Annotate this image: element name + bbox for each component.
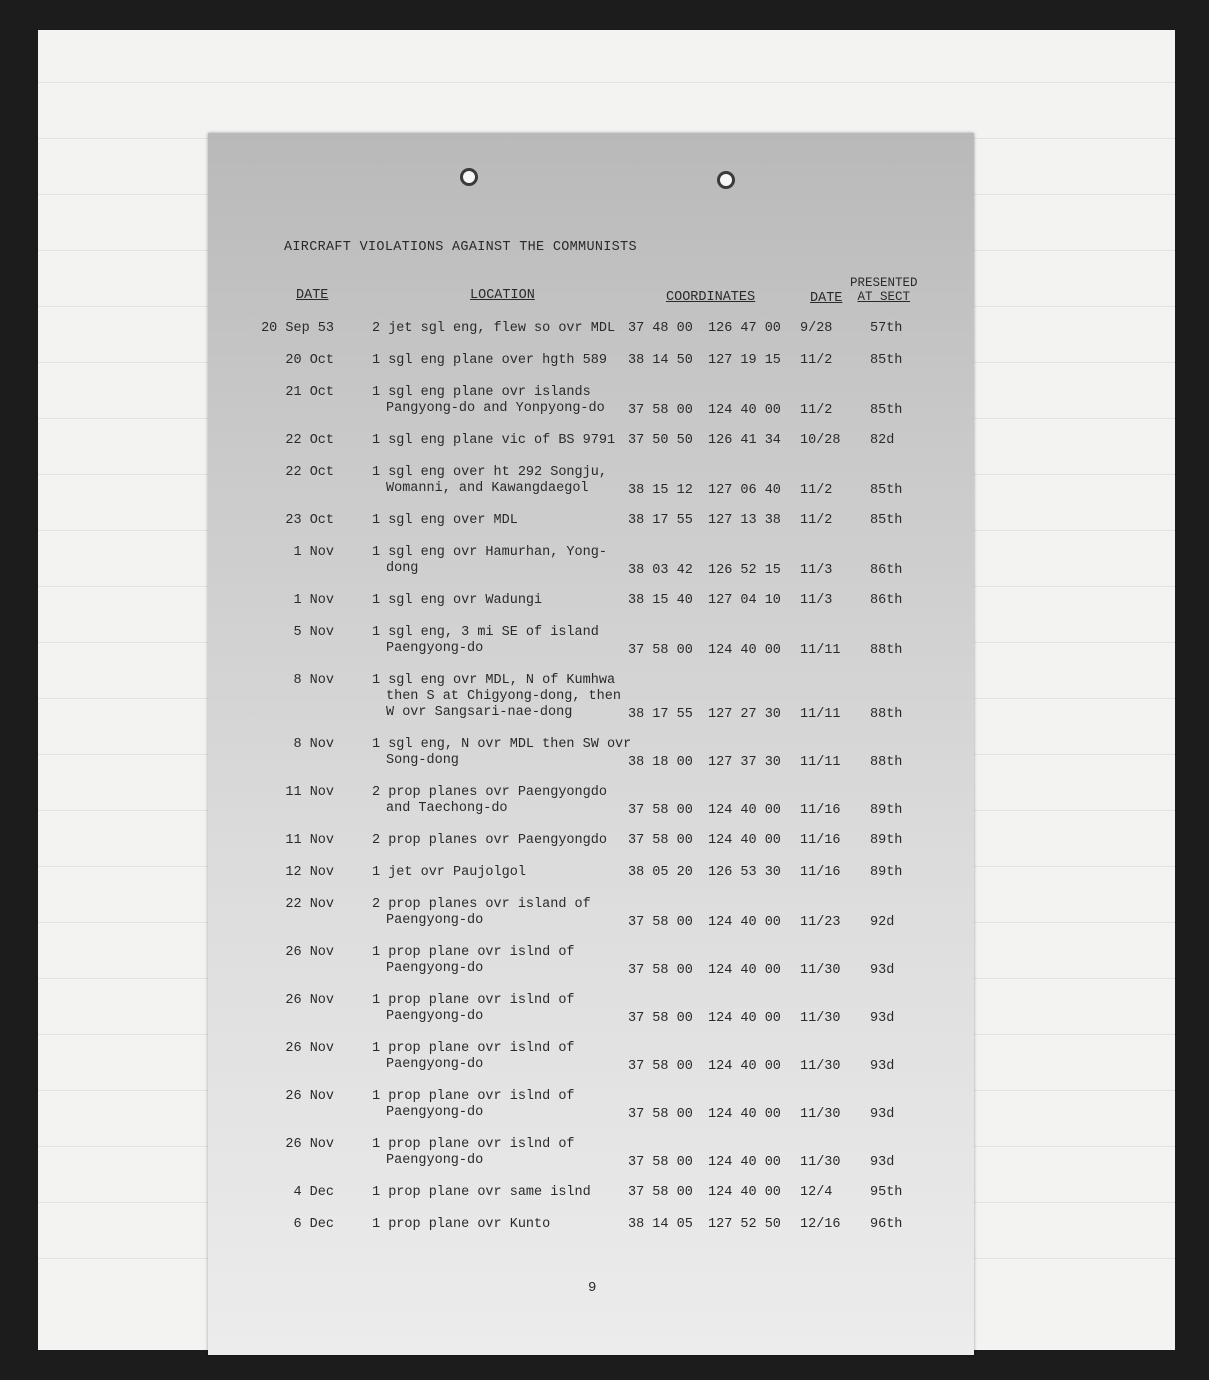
table-row xyxy=(208,1089,974,1121)
header-date-presented: DATE xyxy=(810,291,843,306)
table-row xyxy=(208,1185,974,1201)
row-date: 22 Oct xyxy=(285,433,334,448)
row-longitude: 124 40 00 xyxy=(708,1011,781,1026)
row-location-line: Pangyong-do and Yonpyong-do xyxy=(386,401,605,416)
row-longitude: 127 06 40 xyxy=(708,483,781,498)
row-presented-date: 12/16 xyxy=(800,1217,841,1232)
row-location xyxy=(372,433,642,449)
row-longitude: 126 41 34 xyxy=(708,433,781,448)
header-location: LOCATION xyxy=(470,288,535,303)
table-row xyxy=(208,945,974,977)
punch-hole xyxy=(460,168,478,186)
row-presented-sect: 93d xyxy=(870,1011,895,1026)
row-location-line: Song-dong xyxy=(386,753,459,768)
row-date: 22 Oct xyxy=(285,465,334,480)
row-presented-date: 11/2 xyxy=(800,513,833,528)
row-location-line: Paengyong-do xyxy=(386,1009,484,1024)
row-location xyxy=(372,993,642,1025)
row-presented-sect: 89th xyxy=(870,865,903,880)
background-rule xyxy=(38,82,1175,83)
row-presented-sect: 88th xyxy=(870,755,903,770)
row-location-line: 1 sgl eng, N ovr MDL then SW ovr xyxy=(372,737,632,752)
row-location xyxy=(372,321,642,337)
row-location xyxy=(372,1137,642,1169)
row-presented-sect: 93d xyxy=(870,1155,895,1170)
row-location-line: 1 prop plane ovr same islnd xyxy=(372,1185,591,1200)
row-presented-sect: 86th xyxy=(870,563,903,578)
row-date: 20 Oct xyxy=(285,353,334,368)
row-presented-sect: 57th xyxy=(870,321,903,336)
table-row xyxy=(208,353,974,369)
row-presented-date: 11/3 xyxy=(800,593,833,608)
header-presented-at-sect xyxy=(850,276,918,304)
row-latitude: 38 03 42 xyxy=(628,563,693,578)
table-row xyxy=(208,593,974,609)
header-date: DATE xyxy=(296,288,329,303)
row-latitude: 37 58 00 xyxy=(628,915,693,930)
row-longitude: 127 13 38 xyxy=(708,513,781,528)
row-latitude: 37 50 50 xyxy=(628,433,693,448)
row-presented-date: 11/30 xyxy=(800,1155,841,1170)
row-latitude: 38 14 05 xyxy=(628,1217,693,1232)
row-longitude: 126 53 30 xyxy=(708,865,781,880)
row-presented-date: 10/28 xyxy=(800,433,841,448)
row-latitude: 37 58 00 xyxy=(628,833,693,848)
row-location-line: Paengyong-do xyxy=(386,1057,484,1072)
row-latitude: 37 58 00 xyxy=(628,1185,693,1200)
row-presented-sect: 92d xyxy=(870,915,895,930)
row-longitude: 126 52 15 xyxy=(708,563,781,578)
table-row xyxy=(208,433,974,449)
row-presented-date: 11/2 xyxy=(800,483,833,498)
row-longitude: 124 40 00 xyxy=(708,915,781,930)
row-presented-sect: 89th xyxy=(870,803,903,818)
row-presented-date: 11/23 xyxy=(800,915,841,930)
row-longitude: 127 52 50 xyxy=(708,1217,781,1232)
row-location-line: 1 sgl eng over ht 292 Songju, xyxy=(372,465,607,480)
row-location-line: Paengyong-do xyxy=(386,913,484,928)
row-location xyxy=(372,593,642,609)
row-latitude: 38 05 20 xyxy=(628,865,693,880)
row-location-line: 1 sgl eng plane ovr islands xyxy=(372,385,591,400)
row-presented-date: 11/16 xyxy=(800,865,841,880)
row-location-line: 2 prop planes ovr Paengyongdo xyxy=(372,833,607,848)
row-latitude: 38 18 00 xyxy=(628,755,693,770)
row-longitude: 124 40 00 xyxy=(708,803,781,818)
row-presented-sect: 93d xyxy=(870,1107,895,1122)
row-location xyxy=(372,785,642,817)
row-presented-date: 11/30 xyxy=(800,963,841,978)
table-row xyxy=(208,737,974,769)
row-location xyxy=(372,737,642,769)
row-presented-sect: 86th xyxy=(870,593,903,608)
row-presented-date: 11/30 xyxy=(800,1059,841,1074)
row-presented-date: 11/2 xyxy=(800,403,833,418)
row-latitude: 37 58 00 xyxy=(628,1011,693,1026)
header-presented-line2: AT SECT xyxy=(857,290,911,304)
row-longitude: 127 19 15 xyxy=(708,353,781,368)
row-location-line: Paengyong-do xyxy=(386,1105,484,1120)
row-date: 11 Nov xyxy=(285,833,334,848)
row-location xyxy=(372,1041,642,1073)
row-presented-sect: 95th xyxy=(870,1185,903,1200)
table-row xyxy=(208,1137,974,1169)
table-row xyxy=(208,465,974,497)
row-location-line: 2 prop planes ovr Paengyongdo xyxy=(372,785,607,800)
row-presented-date: 11/11 xyxy=(800,643,841,658)
row-location xyxy=(372,353,642,369)
table-row xyxy=(208,785,974,817)
row-location-line: 1 sgl eng ovr Hamurhan, Yong- xyxy=(372,545,607,560)
row-presented-date: 11/30 xyxy=(800,1107,841,1122)
row-location-line: Paengyong-do xyxy=(386,641,484,656)
row-presented-date: 11/3 xyxy=(800,563,833,578)
row-longitude: 124 40 00 xyxy=(708,643,781,658)
row-location-line: 1 prop plane ovr islnd of xyxy=(372,945,575,960)
row-presented-date: 11/11 xyxy=(800,755,841,770)
row-location-line: 1 prop plane ovr islnd of xyxy=(372,993,575,1008)
row-latitude: 37 58 00 xyxy=(628,963,693,978)
table-row xyxy=(208,513,974,529)
row-location-line: 1 sgl eng plane vic of BS 9791 xyxy=(372,433,616,448)
row-latitude: 38 15 40 xyxy=(628,593,693,608)
row-presented-sect: 93d xyxy=(870,963,895,978)
table-row xyxy=(208,545,974,577)
row-location-line: 1 sgl eng ovr Wadungi xyxy=(372,593,543,608)
table-row xyxy=(208,321,974,337)
row-presented-sect: 85th xyxy=(870,513,903,528)
row-date: 1 Nov xyxy=(293,593,334,608)
row-date: 26 Nov xyxy=(285,945,334,960)
row-location-line: 2 jet sgl eng, flew so ovr MDL xyxy=(372,321,616,336)
row-date: 1 Nov xyxy=(293,545,334,560)
row-location-line: and Taechong-do xyxy=(386,801,508,816)
page-number: 9 xyxy=(588,1280,597,1296)
row-presented-date: 11/11 xyxy=(800,707,841,722)
row-location xyxy=(372,1217,642,1233)
row-longitude: 124 40 00 xyxy=(708,1185,781,1200)
row-presented-sect: 93d xyxy=(870,1059,895,1074)
row-location-line: Paengyong-do xyxy=(386,961,484,976)
row-longitude: 124 40 00 xyxy=(708,403,781,418)
document-title: AIRCRAFT VIOLATIONS AGAINST THE COMMUNISTS xyxy=(284,240,637,255)
row-location xyxy=(372,897,642,929)
row-date: 26 Nov xyxy=(285,1137,334,1152)
row-date: 8 Nov xyxy=(293,737,334,752)
row-presented-date: 11/30 xyxy=(800,1011,841,1026)
row-location xyxy=(372,625,642,657)
row-presented-sect: 88th xyxy=(870,643,903,658)
row-location-line: 1 sgl eng plane over hgth 589 xyxy=(372,353,607,368)
row-date: 4 Dec xyxy=(293,1185,334,1200)
row-location-line: then S at Chigyong-dong, then xyxy=(386,689,621,704)
row-date: 23 Oct xyxy=(285,513,334,528)
document-sheet xyxy=(208,133,974,1355)
row-presented-sect: 96th xyxy=(870,1217,903,1232)
row-location-line: 2 prop planes ovr island of xyxy=(372,897,591,912)
table-row xyxy=(208,897,974,929)
row-latitude: 37 58 00 xyxy=(628,1107,693,1122)
row-location xyxy=(372,1089,642,1121)
row-location-line: 1 sgl eng ovr MDL, N of Kumhwa xyxy=(372,673,616,688)
row-location xyxy=(372,945,642,977)
table-row xyxy=(208,1217,974,1233)
row-location-line: W ovr Sangsari-nae-dong xyxy=(386,705,573,720)
row-location-line: 1 sgl eng, 3 mi SE of island xyxy=(372,625,599,640)
row-location-line: 1 prop plane ovr islnd of xyxy=(372,1089,575,1104)
row-date: 11 Nov xyxy=(285,785,334,800)
row-location xyxy=(372,465,642,497)
row-presented-sect: 89th xyxy=(870,833,903,848)
table-row xyxy=(208,385,974,417)
row-longitude: 124 40 00 xyxy=(708,1059,781,1074)
row-location-line: Paengyong-do xyxy=(386,1153,484,1168)
row-location xyxy=(372,865,642,881)
row-date: 21 Oct xyxy=(285,385,334,400)
row-date: 5 Nov xyxy=(293,625,334,640)
row-location-line: dong xyxy=(386,561,419,576)
table-row xyxy=(208,625,974,657)
row-location xyxy=(372,673,642,721)
row-latitude: 37 58 00 xyxy=(628,803,693,818)
row-date: 26 Nov xyxy=(285,1041,334,1056)
row-presented-date: 9/28 xyxy=(800,321,833,336)
row-presented-date: 11/16 xyxy=(800,833,841,848)
row-latitude: 37 58 00 xyxy=(628,1059,693,1074)
row-latitude: 37 58 00 xyxy=(628,643,693,658)
row-longitude: 124 40 00 xyxy=(708,1107,781,1122)
row-location-line: 1 jet ovr Paujolgol xyxy=(372,865,526,880)
row-date: 26 Nov xyxy=(285,1089,334,1104)
row-presented-sect: 85th xyxy=(870,353,903,368)
row-location xyxy=(372,1185,642,1201)
row-presented-sect: 88th xyxy=(870,707,903,722)
header-presented-line1: PRESENTED xyxy=(850,276,918,290)
row-date: 22 Nov xyxy=(285,897,334,912)
row-location-line: Womanni, and Kawangdaegol xyxy=(386,481,589,496)
table-row xyxy=(208,833,974,849)
row-longitude: 127 27 30 xyxy=(708,707,781,722)
row-date: 12 Nov xyxy=(285,865,334,880)
row-location xyxy=(372,385,642,417)
row-presented-sect: 85th xyxy=(870,483,903,498)
row-latitude: 38 14 50 xyxy=(628,353,693,368)
row-location-line: 1 prop plane ovr islnd of xyxy=(372,1137,575,1152)
row-presented-sect: 82d xyxy=(870,433,895,448)
row-date: 8 Nov xyxy=(293,673,334,688)
row-latitude: 37 58 00 xyxy=(628,1155,693,1170)
row-location-line: 1 prop plane ovr islnd of xyxy=(372,1041,575,1056)
row-presented-date: 11/2 xyxy=(800,353,833,368)
row-presented-sect: 85th xyxy=(870,403,903,418)
row-longitude: 124 40 00 xyxy=(708,833,781,848)
row-date: 26 Nov xyxy=(285,993,334,1008)
row-latitude: 38 15 12 xyxy=(628,483,693,498)
table-row xyxy=(208,1041,974,1073)
header-coordinates: COORDINATES xyxy=(666,290,756,305)
row-longitude: 127 04 10 xyxy=(708,593,781,608)
row-location xyxy=(372,513,642,529)
table-row xyxy=(208,865,974,881)
row-longitude: 126 47 00 xyxy=(708,321,781,336)
row-longitude: 127 37 30 xyxy=(708,755,781,770)
row-longitude: 124 40 00 xyxy=(708,963,781,978)
row-latitude: 38 17 55 xyxy=(628,707,693,722)
table-row xyxy=(208,673,974,721)
row-latitude: 37 58 00 xyxy=(628,403,693,418)
table-row xyxy=(208,993,974,1025)
row-latitude: 37 48 00 xyxy=(628,321,693,336)
row-date: 6 Dec xyxy=(293,1217,334,1232)
punch-hole xyxy=(717,171,735,189)
row-location xyxy=(372,545,642,577)
row-presented-date: 12/4 xyxy=(800,1185,833,1200)
row-location xyxy=(372,833,642,849)
row-latitude: 38 17 55 xyxy=(628,513,693,528)
row-location-line: 1 sgl eng over MDL xyxy=(372,513,518,528)
row-date: 20 Sep 53 xyxy=(261,321,334,336)
row-location-line: 1 prop plane ovr Kunto xyxy=(372,1217,551,1232)
row-longitude: 124 40 00 xyxy=(708,1155,781,1170)
row-presented-date: 11/16 xyxy=(800,803,841,818)
